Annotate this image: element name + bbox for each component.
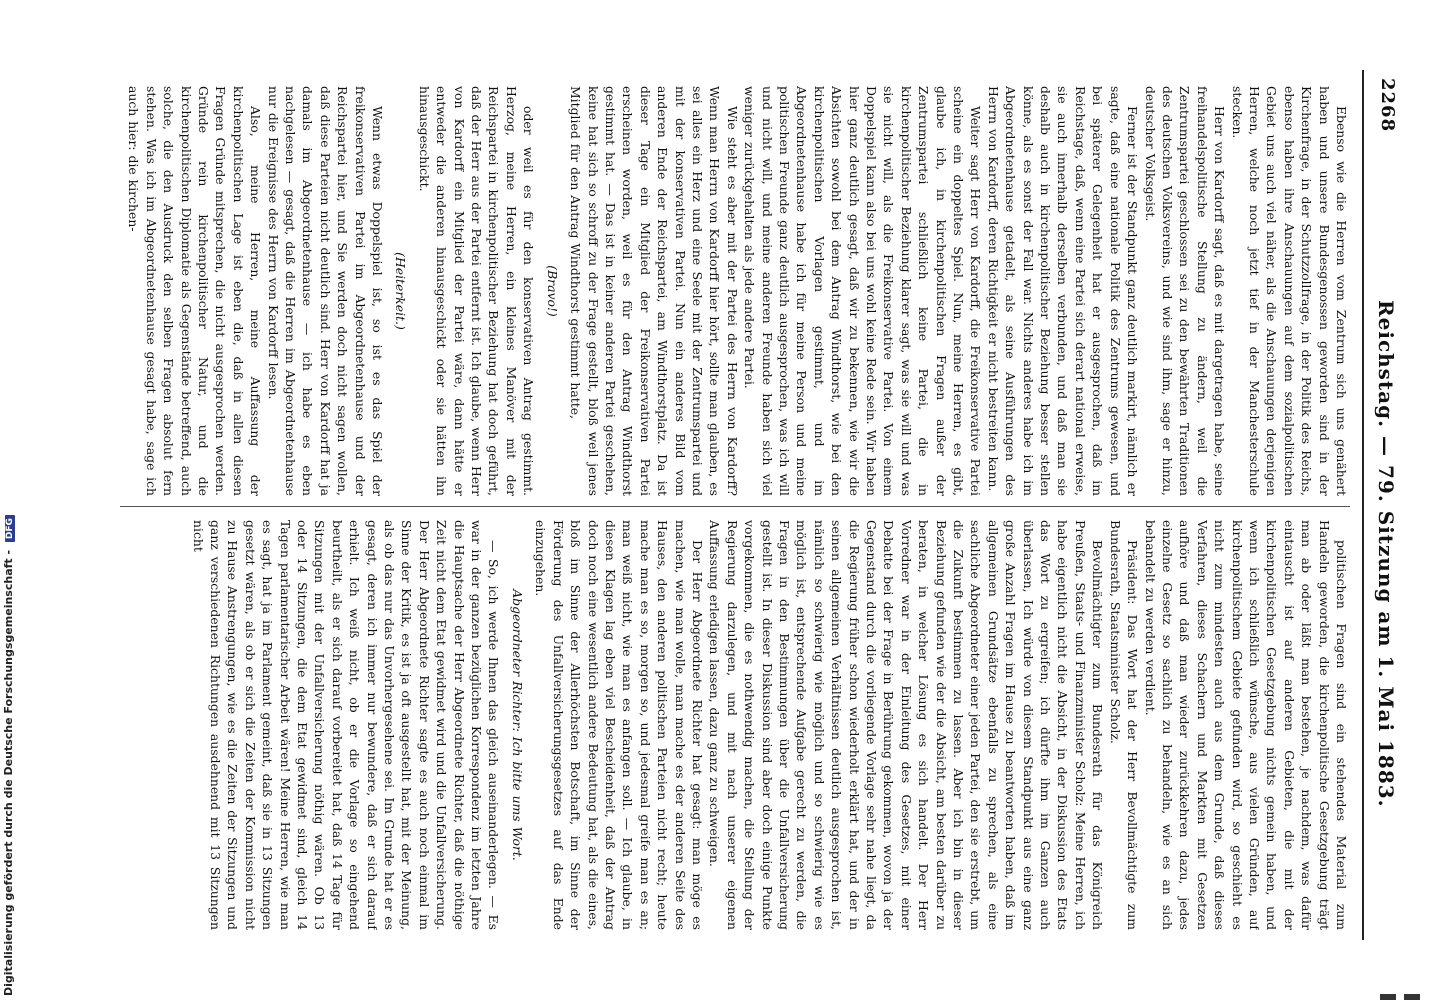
digitization-credit [2, 515, 15, 996]
credit-text: Digitalisierung gefördert durch die Deutsche Forschungsgemeinschaft - [2, 549, 15, 996]
paragraph: Herr von Kardorff sagt, daß es mit dargetragen habe, seine freihandelspolitische Stellung zu ändern, weil die Zentrumspartei geschlossen sei zu den bewährten Traditionen des deutschen Volksvereins, und wie sind ihm, sage er hinzu, deutscher Volksgeist. [1142, 86, 1228, 496]
header-rule [1362, 70, 1364, 940]
paragraph: Der Herr Abgeordnete Richter hat gesagt: man möge es machen, wie man wolle, man mache es der anderen Seite des Hauses, den anderen politischen Parteien nicht recht; heute mache man es so, morgen so, und jedesmal greife man es an; man weiß nicht, wie man es anfangen soll. — Ich glaube, in diesen Klagen lag eben viel Bescheidenheit, daß der Antrag doch noch eine wesentlich andere Bedeutung hat, als die eines, bloß im Sinne der Allerhöchsten Botschaft, im Sinne der Förderung des Unfallversicherungsgesetzes auf das Ende einzugehen. [533, 520, 705, 930]
paragraph: Bevollmächtigter zum Bundesrath für das Königreich Preußen, Staats- und Finanzminister Scholz: Meine Herren, ich habe eigentlich nicht die Absicht, in der Diskussion des Etats das Wort zu ergreifen; ich dürfte ihm im Ganzen auch überlassen, Ich würde von diesem Standpunkt aus eine ganz große Anzahl Fragen im Hause zu beantworten haben, daß im allgemeinen Grundsätze ebenfalls zu sprechen, als eine sachliche Abgeordneter einer jeden Partei, den sie erstrebt, um die Zukunft bestimmen zu lassen. Aber ich bin in dieser Beziehung gefunden wie der die Absicht, am besten darüber zu beraten, in welcher Lösung es sich handelt. Der Herr Vorredner war in der Einleitung des Gesetzes, mit einer Debatte bei der Frage in Berührung gekommen, wovon ja der Gegenstand durch die vorliegende Vorlage sehr nahe liegt, da die Regierung früher schon wiederholt erklärt hat, und der in seinen allgemeinen Verhältnissen deutlich ausgesprochen ist, nämlich so schwierig wie möglich und so schwierig wie es möglich ist, entsprechende Aufgabe gerecht zu werden, die Fragen in den Bestimmungen über die Unfallversicherung gestellt ist. In dieser Diskussion sind aber doch einige Punkte vorgekommen, die es nothwendig machen, die Stellung der Regierung darzulegen, und mit nach unserer eigenen Auffassung erledigen lassen, dazu ganz zu schweigen. [707, 520, 1106, 930]
running-title: Reichstag. — 79. Sitzung am 1. Mai 1883. [1374, 300, 1398, 808]
paragraph: Also, meine Herren, meine Auffassung der kirchenpolitischen Lage ist eben die, daß in allen diesen Fragen Gründe mitsprechen, die nicht ausgesprochen werden. Gründe rein kirchenpolitischer Natur, und die kirchenpolitischen Diplomatie als Gegenstände betreffend, auch solche, die den Ausdruck den selben Fragen absolut fern stehen. Was ich im Abgeordnetenhause gesagt habe, sage ich auch hier: die kirchen- [126, 86, 264, 496]
paragraph: oder weil es für den konservativen Antrag gestimmt. Herzog, meine Herren, ein kleines Manöver mit der Reichspartei in kirchenpolitischer Beziehung hat doch geführt, daß der Herr aus der Partei entfernt ist. Ich glaube, wenn Herr von Kardorff ein Mitglied der Partei wäre, dann hätte er entweder die anderen hinausgeschickt oder sie hätten ihn hinausgeschickt. [416, 86, 537, 496]
interjection: Abgeordneter Richter: Ich bitte ums Wort. [509, 589, 525, 861]
scan-edge-mark [1404, 994, 1420, 1000]
left-column [120, 86, 1350, 496]
page-header [1360, 0, 1404, 1000]
paragraph: — So, ich werde Ihnen das gleich auseinanderlegen. — Es war in der ganzen bezüglichen Korrespondenz im letzten Jahre die Hauptsache der Herr Abgeordnete Richter, daß die nöthige Zeit nicht dem Etat gewidmet wird und die Unfallversicherung. Der Herr Abgeordnete Richter sagte es auch noch einmal im Sinne der Kritik, es ist ja oft ausgestellt hat, mit der Meinung, als ob das nur das Unvorhergesehene sei. Im Grunde hat er es gesagt, deren ich immer nur bewundere, daß er sich darauf erhielt. Ich weiß nicht, ob er die Vorlage so eingehend beurtheilt, als er sich darauf vorbereitet hat, daß 14 Tage für Sitzungen mit der Unfallversicherung nöthig wären. Ob 13 oder 14 Sitzungen, die dem Etat gewidmet sind, gleich 14 Tagen parlamentarischer Arbeit wären! Meine Herren, wie man es sagt, hat ja im Parlament gemeint, daß sie in 13 Sitzungen gesetzt wären, als ob er sich die Zeiten der Kommission nicht zu Hause Anstrengungen, wie es die Zeiten der Sitzungen und ganz verschiedenen Richtungen ausdehnend mit 13 Sitzungen nicht [190, 520, 502, 930]
paragraph: Weiter sagt Herr von Kardorff, die Freikonservative Partei scheine ein doppeltes Spiel. Nun, meine Herren, es gibt, glaube ich, in kirchenpolitischen Fragen außer der Zentrumspartei schließlich keine Partei, die in kirchenpolitischer Beziehung klarer sagt, was sie will und was sie nicht will, als die Freikonservative Partei. Von einem Doppelspiel kann also bei uns wohl keine Rede sein. Wir haben hier ganz deutlich gesagt, daß wir zu bekennen, wie wir die Absichten sowohl bei dem Antrag Windthorst, wie bei den kirchenpolitischen Vorlagen gestimmt, und im Abgeordnetenhause habe ich für meine Person und meine politischen Freunde ganz deutlich ausgesprochen, was ich will und nicht will, und meine anderen Freunde haben sich viel weniger zurückgehalten als jede andere Partei. [742, 86, 984, 496]
paragraph: Wenn etwas Doppelspiel ist, so ist es das Spiel der freikonservativen Partei im Abgeordnetenhause und der Reichspartei hier, und Sie werden doch nicht sagen wollen, daß diese Parteien nicht deutlich sind. Herr von Kardorff hat ja damals im Abgeordnetenhause — ich habe es eben nachgelesen — gesagt, daß die Herren im Abgeordnetenhause nur die Ereignisse des Herrn von Kardorff lesen. [265, 86, 386, 496]
scan-edge-mark [1380, 994, 1396, 1000]
page-number: 2268 [1377, 78, 1398, 133]
interjection: (Heiterkeit.) [393, 252, 409, 330]
interjection: (Bravo!) [544, 265, 560, 317]
paragraph: Wie steht es aber mit der Partei des Herrn von Kardorff? Wenn man Herrn von Kardorff hier hört, sollte man glauben, es sei alles ein Herz und eine Seele mit der Zentrumspartei und mit der konservativen Partei. Nun ein anderes Bild vom anderen Ende der Reichspartei, am Windthorstplatz. Da ist dieser Tage ein Mitglied der Freikonservativen Partei erscheinen worden, weil es für den Antrag Windthorst gestimmt hat. — Das ist in keiner anderen Partei geschehen, keine hat sich so schroff zu der Frage gestellt, bloß weil jenes Mitglied für den Antrag Windthorst gestimmt hatte, [568, 86, 740, 496]
right-column [120, 520, 1350, 930]
paragraph: Ferner ist der Standpunkt ganz deutlich markirt, nämlich er sagte, daß eine nationale Politik des Zentrums gewesen, und bei späterer Gelegenheit hat er ausgesprochen, daß im Reichstage, daß, wenn eine Partei sich derart national erweise, sie auch innerhalb derselben verbunden, und daß man sie deshalb auch in kirchenpolitischer Beziehung besser stellen könne, als es sonst der Fall war. Nichts anderes habe ich im Abgeordnetenhause getadelt, als seine Ausführungen des Herrn von Kardorff, deren Richtigkeit er nicht bestreiten kann. [985, 86, 1141, 496]
column-divider [120, 506, 1350, 507]
paragraph: Präsident: Das Wort hat der Herr Bevollmächtigte zum Bundesrath, Staatsminister Scholz. [1107, 520, 1141, 930]
dfg-logo: DFG [5, 515, 15, 542]
paragraph: Ebenso wie die Herren vom Zentrum sich uns genähert haben und unsere Bundesgenossen geworden sind in der Kirchenfrage, in der Schutzzollfrage, in der Politik des Reichs, ebenso haben ihre Anschauungen auf dem sozialpolitischen Gebiet uns auch viel näher, als die Anschauungen derjenigen Herren, welche noch jetzt tief in der Manchesterschule stecken. [1229, 86, 1349, 496]
paragraph: politischen Fragen sind ein stehendes Material zum Handeln geworden, die kirchenpolitische Gesetzgebung trägt man ab oder läßt man bestehen, je nachdem, was dafür eintauscht ist auf anderen Gebieten, die mit der kirchenpolitischen Gesetzgebung nichts gemein haben, und wenn ich schließlich wünsche, aus vielen Gründen, auf kirchenpolitischem Gebiete gefunden wird, so geschieht es nicht zum mindesten auch aus dem Grunde, daß dieses Verfahren, dieses Schachern und Markten mit Gesetzen aufhöre und daß man wieder zurückkehren dazu, jedes einzelne Gesetz so sachlich zu behandeln, wie es an sich behandelt zu werden verdient. [1142, 520, 1349, 930]
